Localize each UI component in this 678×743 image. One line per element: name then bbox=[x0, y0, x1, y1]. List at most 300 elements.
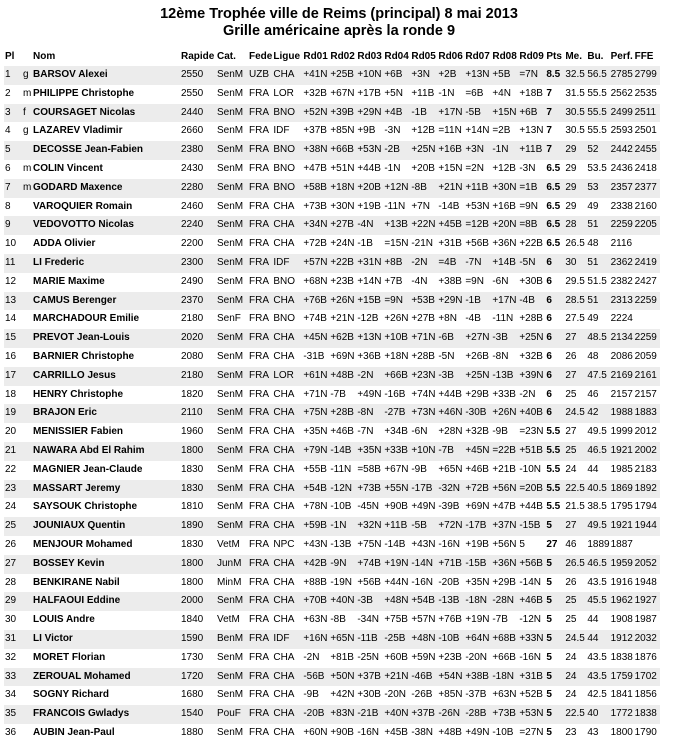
cell-rank: 12 bbox=[5, 275, 17, 287]
cell-points: 5 bbox=[546, 726, 552, 738]
cell-points: 5.5 bbox=[546, 501, 561, 513]
cell-ffe-rating: 2418 bbox=[634, 162, 657, 174]
cell-rd07: -20N bbox=[465, 651, 488, 663]
cell-rd09: -4B bbox=[519, 294, 535, 306]
cell-rd02: +22B bbox=[330, 256, 354, 268]
header-rd01: Rd01 bbox=[303, 51, 328, 62]
cell-rating: 2200 bbox=[181, 238, 204, 250]
cell-rd08: +56N bbox=[492, 482, 517, 494]
cell-rating: 2180 bbox=[181, 369, 204, 381]
cell-rd08: +56N bbox=[492, 538, 517, 550]
cell-rd09: =20B bbox=[519, 482, 543, 494]
cell-federation: FRA bbox=[249, 520, 269, 532]
header-points: Pts bbox=[546, 51, 562, 62]
table-row bbox=[4, 292, 660, 311]
cell-rd03: +73B bbox=[357, 482, 381, 494]
cell-rating: 2460 bbox=[181, 200, 204, 212]
cell-rank: 17 bbox=[5, 369, 17, 381]
cell-median: 25 bbox=[565, 595, 577, 607]
cell-category: SenM bbox=[217, 144, 244, 156]
cell-rank: 4 bbox=[5, 125, 11, 137]
cell-rd08: +26N bbox=[492, 407, 517, 419]
cell-rd01: +55B bbox=[303, 463, 327, 475]
cell-name: BOSSEY Kevin bbox=[33, 557, 105, 569]
cell-rd08: +36N bbox=[492, 238, 517, 250]
cell-rating: 1820 bbox=[181, 388, 204, 400]
cell-rating: 2280 bbox=[181, 181, 204, 193]
cell-title bbox=[22, 536, 32, 555]
cell-rd01: +72B bbox=[303, 238, 327, 250]
cell-ffe-rating bbox=[634, 235, 660, 254]
cell-category: SenM bbox=[217, 106, 244, 118]
cell-category: VetM bbox=[217, 538, 240, 550]
cell-rd09: +33N bbox=[519, 632, 544, 644]
cell-rating: 1890 bbox=[181, 520, 204, 532]
cell-rd06: +16B bbox=[438, 144, 462, 156]
cell-rd09: -12N bbox=[519, 614, 542, 626]
cell-median: 30 bbox=[565, 256, 577, 268]
cell-category: SenM bbox=[217, 520, 244, 532]
table-row bbox=[4, 104, 660, 123]
cell-rd08: +37N bbox=[492, 520, 517, 532]
cell-rating: 2000 bbox=[181, 595, 204, 607]
cell-rd06: -3B bbox=[438, 369, 454, 381]
cell-rd02: +83N bbox=[330, 708, 355, 720]
cell-rd06: -1N bbox=[438, 87, 455, 99]
cell-rd08: +21B bbox=[492, 463, 516, 475]
cell-rank: 33 bbox=[5, 670, 17, 682]
cell-rd08: +66B bbox=[492, 651, 516, 663]
cell-league: CHA bbox=[273, 294, 295, 306]
cell-name: MENJOUR Mohamed bbox=[33, 538, 133, 550]
cell-rd08: +14B bbox=[492, 256, 516, 268]
cell-points: 6 bbox=[546, 350, 552, 362]
cell-rd05: -46B bbox=[411, 670, 433, 682]
cell-performance: 1838 bbox=[610, 651, 633, 663]
cell-performance: 2442 bbox=[610, 144, 633, 156]
cell-performance: 1959 bbox=[610, 557, 633, 569]
cell-rd06: -7B bbox=[438, 444, 454, 456]
cell-median: 28.5 bbox=[565, 294, 585, 306]
cell-category: SenM bbox=[217, 689, 244, 701]
cell-rd02: +27B bbox=[330, 219, 354, 231]
cell-points: 6.5 bbox=[546, 162, 561, 174]
cell-rd07: +69N bbox=[465, 501, 490, 513]
cell-rd03: +19B bbox=[357, 200, 381, 212]
cell-rd09: +11B bbox=[519, 144, 543, 156]
cell-buchholz: 55.5 bbox=[587, 106, 607, 118]
cell-performance: 2313 bbox=[610, 294, 633, 306]
cell-rd02: +66B bbox=[330, 144, 354, 156]
cell-ffe-rating: 2012 bbox=[634, 426, 657, 438]
cell-rd06: -26N bbox=[438, 708, 461, 720]
cell-rd09: -15B bbox=[519, 520, 541, 532]
cell-title bbox=[22, 423, 32, 442]
cell-rating: 1830 bbox=[181, 482, 204, 494]
cell-rating: 1830 bbox=[181, 538, 204, 550]
cell-rd04: +5N bbox=[384, 87, 403, 99]
cell-rd08: +15N bbox=[492, 106, 517, 118]
cell-rd06: -13B bbox=[438, 595, 460, 607]
cell-performance: 1800 bbox=[610, 726, 633, 738]
cell-rating: 2430 bbox=[181, 162, 204, 174]
header-rating: Rapide bbox=[181, 51, 215, 62]
cell-rd06: +2B bbox=[438, 69, 457, 80]
cell-rd04: +90B bbox=[384, 501, 408, 513]
cell-rd08: +30N bbox=[492, 181, 517, 193]
cell-rd08: =22B bbox=[492, 444, 516, 456]
cell-rd02: -1N bbox=[330, 520, 347, 532]
cell-title bbox=[22, 668, 32, 687]
cell-rd01: -2N bbox=[303, 651, 320, 663]
cell-rd09: +31B bbox=[519, 670, 543, 682]
cell-rd04: -1N bbox=[384, 162, 401, 174]
cell-rd01: +74B bbox=[303, 313, 327, 325]
cell-rd06: -14B bbox=[438, 200, 460, 212]
cell-rd02: -7B bbox=[330, 388, 346, 400]
cell-rd02: +67N bbox=[330, 87, 355, 99]
cell-federation: FRA bbox=[249, 407, 269, 419]
cell-points: 5 bbox=[546, 670, 552, 682]
cell-name: LI Frederic bbox=[33, 256, 85, 268]
cell-buchholz: 46.5 bbox=[587, 557, 607, 569]
cell-rd01: +42B bbox=[303, 557, 327, 569]
cell-rd01: +35N bbox=[303, 426, 328, 438]
cell-rd05: -8B bbox=[411, 181, 427, 193]
cell-rd04: +18N bbox=[384, 350, 409, 362]
cell-ffe-rating: 2183 bbox=[634, 463, 657, 475]
grid-subtitle: Grille américaine après la ronde 9 bbox=[222, 23, 456, 39]
cell-category: SenM bbox=[217, 651, 244, 663]
header-league: Ligue bbox=[273, 51, 301, 62]
cell-median: 29 bbox=[565, 144, 577, 156]
cell-rd04: +8B bbox=[384, 256, 403, 268]
cell-rd02: +62B bbox=[330, 332, 354, 344]
cell-rd06: +54N bbox=[438, 670, 463, 682]
cell-rd09: +22B bbox=[519, 238, 543, 250]
cell-median: 25 bbox=[565, 614, 577, 626]
cell-title: m bbox=[23, 162, 32, 174]
cell-rd07: +11B bbox=[465, 181, 489, 193]
cell-rd05: -14N bbox=[411, 557, 434, 569]
cell-rd09: -16N bbox=[519, 651, 542, 663]
cell-median: 27.5 bbox=[565, 313, 585, 325]
cell-rd01: +52N bbox=[303, 106, 328, 118]
cell-buchholz: 43.5 bbox=[587, 670, 607, 682]
cell-league: BNO bbox=[273, 181, 296, 193]
cell-buchholz: 48 bbox=[587, 238, 599, 250]
cell-rd07: -1B bbox=[465, 294, 481, 306]
cell-rd01: +34N bbox=[303, 219, 328, 231]
cell-category: SenM bbox=[217, 388, 244, 400]
cell-category: SenM bbox=[217, 595, 244, 607]
cell-rd07: +19B bbox=[465, 538, 489, 550]
cell-rank: 6 bbox=[5, 162, 11, 174]
cell-rd02: +30N bbox=[330, 200, 355, 212]
table-row bbox=[4, 329, 660, 348]
cell-rd09: +32B bbox=[519, 350, 543, 362]
cell-buchholz: 49 bbox=[587, 313, 599, 325]
cell-performance: 2134 bbox=[610, 332, 633, 344]
cell-performance: 1921 bbox=[610, 444, 633, 456]
cell-name: VAROQUIER Romain bbox=[33, 200, 133, 212]
cell-rd05: +71N bbox=[411, 332, 436, 344]
cell-rd06: -20B bbox=[438, 576, 460, 588]
cell-rd01: +16N bbox=[303, 632, 328, 644]
cell-rd07: =9N bbox=[465, 275, 484, 287]
cell-points: 5 bbox=[546, 689, 552, 701]
cell-ffe-rating: 2205 bbox=[634, 219, 657, 231]
cell-performance: 2086 bbox=[610, 350, 633, 362]
cell-rd07: +25N bbox=[465, 369, 490, 381]
table-row bbox=[4, 705, 660, 724]
cell-name: NAWARA Abd El Rahim bbox=[33, 444, 145, 456]
cell-name: DECOSSE Jean-Fabien bbox=[33, 144, 144, 156]
cell-category: SenF bbox=[217, 313, 241, 325]
cell-buchholz: 52 bbox=[587, 144, 599, 156]
table-row bbox=[4, 611, 660, 630]
cell-title bbox=[22, 216, 32, 235]
cell-category: PouF bbox=[217, 708, 241, 720]
cell-rd04: -14B bbox=[384, 538, 406, 550]
cell-rd08: -28N bbox=[492, 595, 515, 607]
cell-performance: 2362 bbox=[610, 256, 633, 268]
cell-title bbox=[22, 292, 32, 311]
cell-median: 27 bbox=[565, 332, 577, 344]
cell-league: CHA bbox=[273, 350, 295, 362]
cell-points: 7 bbox=[546, 125, 552, 137]
table-row bbox=[4, 160, 660, 179]
table-body bbox=[4, 66, 660, 743]
cell-federation: FRA bbox=[249, 426, 269, 438]
cell-rd01: +61N bbox=[303, 369, 328, 381]
cell-rank: 29 bbox=[5, 595, 17, 607]
cell-median: 21.5 bbox=[565, 501, 585, 513]
cell-rd06: +45B bbox=[438, 219, 462, 231]
cell-federation: FRA bbox=[249, 332, 269, 344]
cell-rank: 21 bbox=[5, 444, 17, 456]
cell-rd01: +63N bbox=[303, 614, 328, 626]
cell-rd04: +67N bbox=[384, 463, 409, 475]
cell-rd01: +54B bbox=[303, 482, 327, 494]
cell-median: 29 bbox=[565, 200, 577, 212]
cell-buchholz: 48 bbox=[587, 350, 599, 362]
cell-league: BNO bbox=[273, 162, 296, 174]
cell-name: MORET Florian bbox=[33, 651, 106, 663]
table-row bbox=[4, 423, 660, 442]
cell-name: BARSOV Alexei bbox=[33, 69, 108, 80]
cell-ffe-rating: 2259 bbox=[634, 332, 657, 344]
cell-title: g bbox=[23, 125, 29, 137]
cell-league: IDF bbox=[273, 125, 290, 137]
cell-rd05: +27B bbox=[411, 313, 435, 325]
cell-federation: FRA bbox=[249, 595, 269, 607]
cell-rd06: +71B bbox=[438, 557, 462, 569]
table-row bbox=[4, 85, 660, 104]
cell-performance: 1985 bbox=[610, 463, 633, 475]
cell-rd01: +76B bbox=[303, 294, 327, 306]
cell-median: 24.5 bbox=[565, 407, 585, 419]
cell-league: IDF bbox=[273, 256, 290, 268]
cell-federation: FRA bbox=[249, 463, 269, 475]
cell-rd06: +15N bbox=[438, 162, 463, 174]
cell-rd09: -3N bbox=[519, 162, 536, 174]
cell-ffe-rating: 1987 bbox=[634, 614, 657, 626]
cell-rd08: +68B bbox=[492, 632, 516, 644]
table-row bbox=[4, 724, 660, 743]
cell-rd08: -18N bbox=[492, 670, 515, 682]
cell-category: SenM bbox=[217, 463, 244, 475]
cell-rd08: +73B bbox=[492, 708, 516, 720]
cell-median: 28 bbox=[565, 219, 577, 231]
cell-title bbox=[22, 498, 32, 517]
cell-rd05: +11B bbox=[411, 87, 435, 99]
cell-rd01: +75N bbox=[303, 407, 328, 419]
cell-rd07: +3N bbox=[465, 144, 484, 156]
cell-federation: FRA bbox=[249, 708, 269, 720]
cell-rating: 2380 bbox=[181, 144, 204, 156]
cell-buchholz: 46 bbox=[587, 388, 599, 400]
cell-rd05: +3N bbox=[411, 69, 430, 80]
cell-title bbox=[22, 198, 32, 217]
cell-federation: FRA bbox=[249, 726, 269, 738]
cell-rank: 1 bbox=[5, 69, 11, 80]
cell-performance: 2357 bbox=[610, 181, 633, 193]
cell-title bbox=[22, 329, 32, 348]
cell-rd09: =23N bbox=[519, 426, 544, 438]
cell-rd09: +46B bbox=[519, 595, 543, 607]
cell-rd07: +35N bbox=[465, 576, 490, 588]
cell-rank: 27 bbox=[5, 557, 17, 569]
cell-performance: 2785 bbox=[610, 69, 633, 80]
header-rd06: Rd06 bbox=[438, 51, 463, 62]
cell-buchholz: 53 bbox=[587, 181, 599, 193]
cell-ffe-rating: 1794 bbox=[634, 501, 657, 513]
cell-performance: 1916 bbox=[610, 576, 633, 588]
table-row bbox=[4, 592, 660, 611]
header-rd09: Rd09 bbox=[519, 51, 544, 62]
cell-category: SenM bbox=[217, 407, 244, 419]
cell-rd04: -3N bbox=[384, 125, 401, 137]
cell-category: JunM bbox=[217, 557, 242, 569]
cell-points: 27 bbox=[546, 538, 558, 550]
cell-rd08: +20N bbox=[492, 219, 517, 231]
cell-median: 26 bbox=[565, 576, 577, 588]
cell-rd07: -30B bbox=[465, 407, 487, 419]
cell-rd06: -39B bbox=[438, 501, 460, 513]
cell-title bbox=[22, 367, 32, 386]
cell-buchholz: 47.5 bbox=[587, 369, 607, 381]
cell-rd04: +4B bbox=[384, 106, 403, 118]
cell-rd02: +28B bbox=[330, 407, 354, 419]
cell-buchholz: 43.5 bbox=[587, 576, 607, 588]
cell-rd06: +85N bbox=[438, 689, 463, 701]
cell-rd02: -9N bbox=[330, 557, 347, 569]
cell-buchholz: 51.5 bbox=[587, 275, 607, 287]
cell-points: 7 bbox=[546, 144, 552, 156]
cell-rank: 2 bbox=[5, 87, 11, 99]
cell-rd05: -6N bbox=[411, 426, 428, 438]
cell-rd09: +53N bbox=[519, 708, 544, 720]
cell-rd03: +17B bbox=[357, 87, 381, 99]
cell-title bbox=[22, 480, 32, 499]
header-median: Me. bbox=[565, 51, 583, 62]
table-row bbox=[4, 517, 660, 536]
cell-points: 6.5 bbox=[546, 181, 561, 193]
cell-rd07: +72B bbox=[465, 482, 489, 494]
cell-rd08: -3B bbox=[492, 332, 508, 344]
cell-rd09: =8B bbox=[519, 219, 538, 231]
cell-rd07: +53N bbox=[465, 200, 490, 212]
cell-performance: 1912 bbox=[610, 632, 633, 644]
cell-league: CHA bbox=[273, 576, 295, 588]
cell-ffe-rating: 2002 bbox=[634, 444, 657, 456]
cell-median: 22.5 bbox=[565, 708, 585, 720]
cell-rd02: +23B bbox=[330, 275, 354, 287]
cell-ffe-rating: 2259 bbox=[634, 294, 657, 306]
table-row bbox=[4, 216, 660, 235]
cell-rd04: +10B bbox=[384, 332, 408, 344]
cell-name: SAYSOUK Christophe bbox=[33, 501, 138, 513]
cell-category: SenM bbox=[217, 87, 244, 99]
cell-rd05: -16N bbox=[411, 576, 434, 588]
cell-title bbox=[22, 649, 32, 668]
cell-league: CHA bbox=[273, 426, 295, 438]
cell-rank: 15 bbox=[5, 332, 17, 344]
cell-rd09: +18B bbox=[519, 87, 543, 99]
cell-rd04: +21N bbox=[384, 670, 409, 682]
cell-buchholz: 49 bbox=[587, 200, 599, 212]
cell-rd06: +38B bbox=[438, 275, 462, 287]
table-row bbox=[4, 574, 660, 593]
cell-rd04: +13B bbox=[384, 219, 408, 231]
cell-rd05: +23N bbox=[411, 369, 436, 381]
cell-rd05: +7N bbox=[411, 200, 430, 212]
cell-name: PHILIPPE Christophe bbox=[33, 87, 135, 99]
cell-title: m bbox=[23, 181, 32, 193]
cell-rd01: -31B bbox=[303, 350, 325, 362]
cell-ffe-rating bbox=[634, 536, 660, 555]
cell-ffe-rating: 1944 bbox=[634, 520, 657, 532]
cell-median: 27 bbox=[565, 520, 577, 532]
cell-rd07: +38B bbox=[465, 670, 489, 682]
cell-rank: 7 bbox=[5, 181, 11, 193]
cell-rd03: -3B bbox=[357, 595, 373, 607]
cell-name: HALFAOUI Eddine bbox=[33, 595, 121, 607]
cell-rating: 1840 bbox=[181, 614, 204, 626]
cell-rd09: -2N bbox=[519, 388, 536, 400]
cell-rd06: +23B bbox=[438, 651, 462, 663]
cell-rd04: +34B bbox=[384, 426, 408, 438]
cell-performance: 1908 bbox=[610, 614, 633, 626]
cell-rd03: +32N bbox=[357, 520, 382, 532]
cell-rd04: =9N bbox=[384, 294, 403, 306]
cell-rd05: +10N bbox=[411, 444, 436, 456]
cell-rd01: -56B bbox=[303, 670, 325, 682]
cell-rd09: =27N bbox=[519, 726, 544, 738]
cell-buchholz: 51 bbox=[587, 294, 599, 306]
cell-performance: 1962 bbox=[610, 595, 633, 607]
cell-buchholz: 51 bbox=[587, 256, 599, 268]
cell-rd04: -16B bbox=[384, 388, 406, 400]
cell-rd07: +45N bbox=[465, 444, 490, 456]
table-row bbox=[4, 198, 660, 217]
cell-rd01: +47B bbox=[303, 162, 327, 174]
cell-rd03: -25N bbox=[357, 651, 380, 663]
cell-ffe-rating: 2419 bbox=[634, 256, 657, 268]
table-row bbox=[4, 536, 660, 555]
cell-rd09: -14N bbox=[519, 576, 542, 588]
